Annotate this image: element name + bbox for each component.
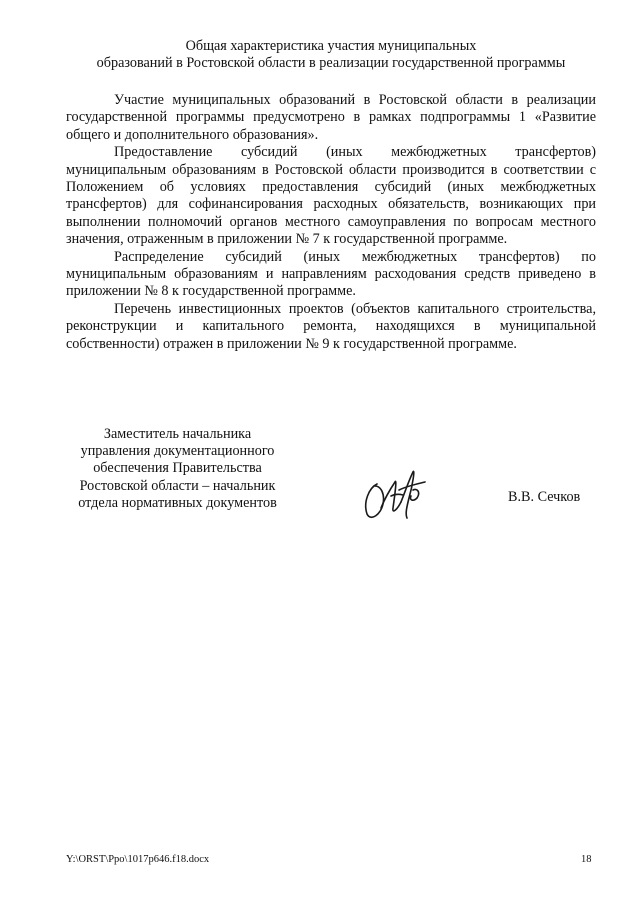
title-line-1: Общая характеристика участия муниципальных (185, 38, 477, 54)
paragraph-participation: Участие муниципальных образований в Ростовской области в реализации государственной программы предусмотрено в рамках подпрограммы 1 «Развитие общего и дополнительного образования». (66, 92, 596, 143)
handwritten-signature (355, 464, 435, 524)
signatory-name: В.В. Сечков (508, 489, 581, 505)
paragraph-subsidies: Предоставление субсидий (иных межбюджетных трансфертов) муниципальным образованиям в Ростовской области производится в соответствии с Положением об условиях предоставления субсидий (иных межбюджетных трансфертов) для софинансирования расходных обязательств, возникающих при выполнении полномочий органов местного самоуправления по вопросам местного значения, отраженным в приложении № 7 к государственной программе. (66, 144, 596, 248)
footer-page-number: 18 (581, 854, 592, 865)
signatory-position (60, 426, 295, 512)
signatory-position-line-5: отдела нормативных документов (78, 494, 277, 511)
paragraph-investment-projects: Перечень инвестиционных проектов (объектов капитального строительства, реконструкции и капитального ремонта, находящихся в муниципальной собственности) отражен в приложении № 9 к государственной программе. (66, 300, 596, 352)
title-line-2: образований в Ростовской области в реализации государственной программы (96, 55, 566, 71)
signatory-position-line-2: управления документационного (80, 443, 275, 460)
signatory-position-line-4: Ростовской области – начальник (79, 477, 276, 494)
footer-file-path: Y:\ORST\Ppo\1017p646.f18.docx (66, 854, 210, 865)
paragraph-distribution: Распределение субсидий (иных межбюджетных трансфертов) по муниципальным образованиям и направлениям расходования средств приведено в приложении № 8 к государственной программе. (66, 248, 596, 300)
document-title (66, 38, 596, 72)
signatory-position-line-1: Заместитель начальника (103, 426, 252, 442)
document-body (66, 92, 596, 353)
signatory-position-line-3: обеспечения Правительства (93, 460, 262, 477)
